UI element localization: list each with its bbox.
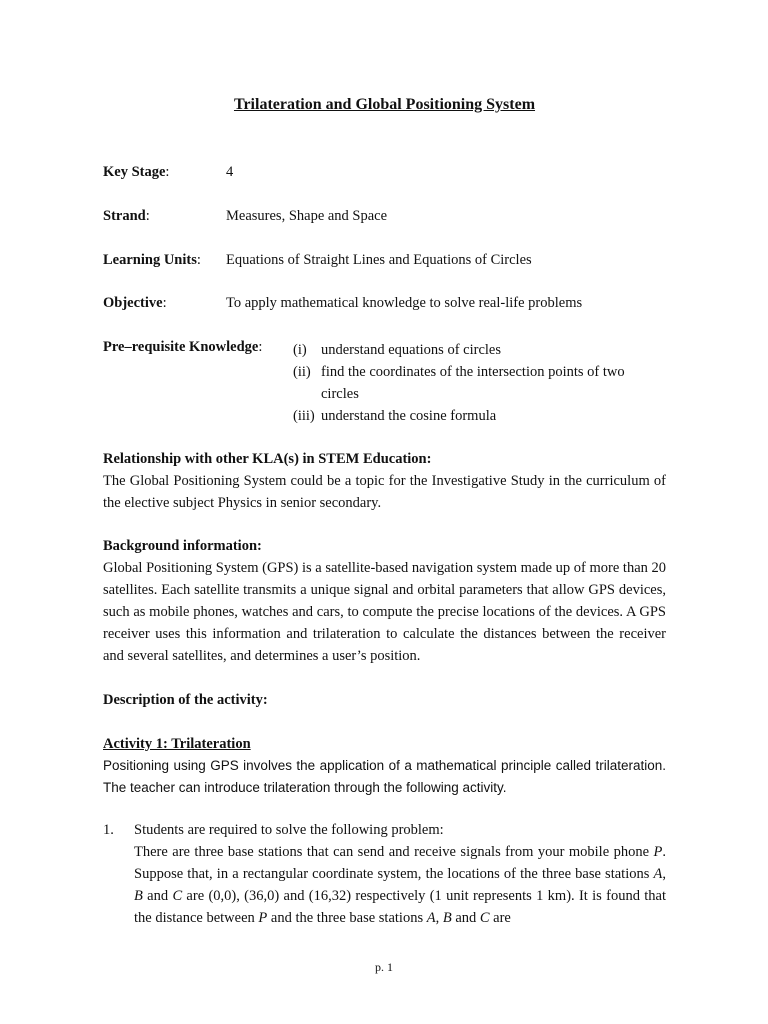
- relationship-heading: Relationship with other KLA(s) in STEM Education:: [103, 451, 432, 467]
- list-item-1-intro: Students are required to solve the following problem:: [134, 822, 444, 838]
- list-number: 1.: [103, 822, 114, 838]
- meta-value-strand: Measures, Shape and Space: [226, 208, 388, 224]
- document-title: Trilateration and Global Positioning System: [233, 96, 536, 113]
- meta-label-strand: Strand: [103, 208, 146, 224]
- meta-value-key-stage: 4: [226, 164, 234, 180]
- activity-1-heading: Activity 1: Trilateration: [103, 736, 251, 752]
- meta-objective: Objective: To apply mathematical knowledge to solve real-life problems: [103, 295, 583, 311]
- meta-label-learning-units: Learning Units: [103, 252, 197, 268]
- prereq-item: (ii) find the coordinates of the intersection points of two circles: [293, 364, 625, 402]
- section-background: [103, 535, 666, 667]
- background-heading: Background information:: [103, 538, 262, 554]
- prereq-label: Pre–requisite Knowledge: [103, 339, 259, 355]
- meta-label-key-stage: Key Stage: [103, 164, 166, 180]
- meta-learning-units: Learning Units: Equations of Straight Lines and Equations of Circles: [103, 252, 532, 268]
- prereq-item: (i) understand equations of circles: [293, 342, 501, 358]
- meta-label-objective: Objective: [103, 295, 163, 311]
- prereq-item: (iii) understand the cosine formula: [293, 408, 497, 424]
- section-relationship: [103, 448, 666, 514]
- list-item-1-body: [134, 819, 666, 929]
- background-text: Global Positioning System (GPS) is a satellite-based navigation system made up of more than 20 satellites. Each satellite transmits a unique signal and orbital parameters that allow GPS devices, such as mobile phones, watches and cars, to compute the precise locations of the devices. A GPS receiver uses this information and trilateration to calculate the distances between the receiver and several satellites, and determines a user’s position.: [103, 560, 667, 664]
- prereq-list: [293, 339, 666, 427]
- description-heading: Description of the activity:: [103, 692, 268, 708]
- page-number: p. 1: [375, 960, 393, 974]
- meta-strand: Strand: Measures, Shape and Space: [103, 208, 388, 224]
- meta-value-learning-units: Equations of Straight Lines and Equations of Circles: [226, 252, 532, 268]
- activity-1-text: Positioning using GPS involves the application of a mathematical principle called trilateration. The teacher can introduce trilateration through the following activity.: [103, 758, 666, 795]
- meta-value-objective: To apply mathematical knowledge to solve real-life problems: [226, 295, 583, 311]
- relationship-text: The Global Positioning System could be a topic for the Investigative Study in the curriculum of the elective subject Physics in senior secondary.: [103, 473, 666, 511]
- section-activity-1: [103, 733, 666, 799]
- section-description: [103, 689, 666, 711]
- meta-key-stage: Key Stage: 4: [103, 164, 234, 180]
- list-item-1-problem: There are three base stations that can send and receive signals from your mobile phone P. Suppose that, in a rectangular coordinate system, the locations of the three base stations A, B and C are (0,0), (36,0) and (16,32) respectively (1 unit represents 1 km). It is found that the distance between P and the three base stations A, B and C are: [134, 844, 667, 926]
